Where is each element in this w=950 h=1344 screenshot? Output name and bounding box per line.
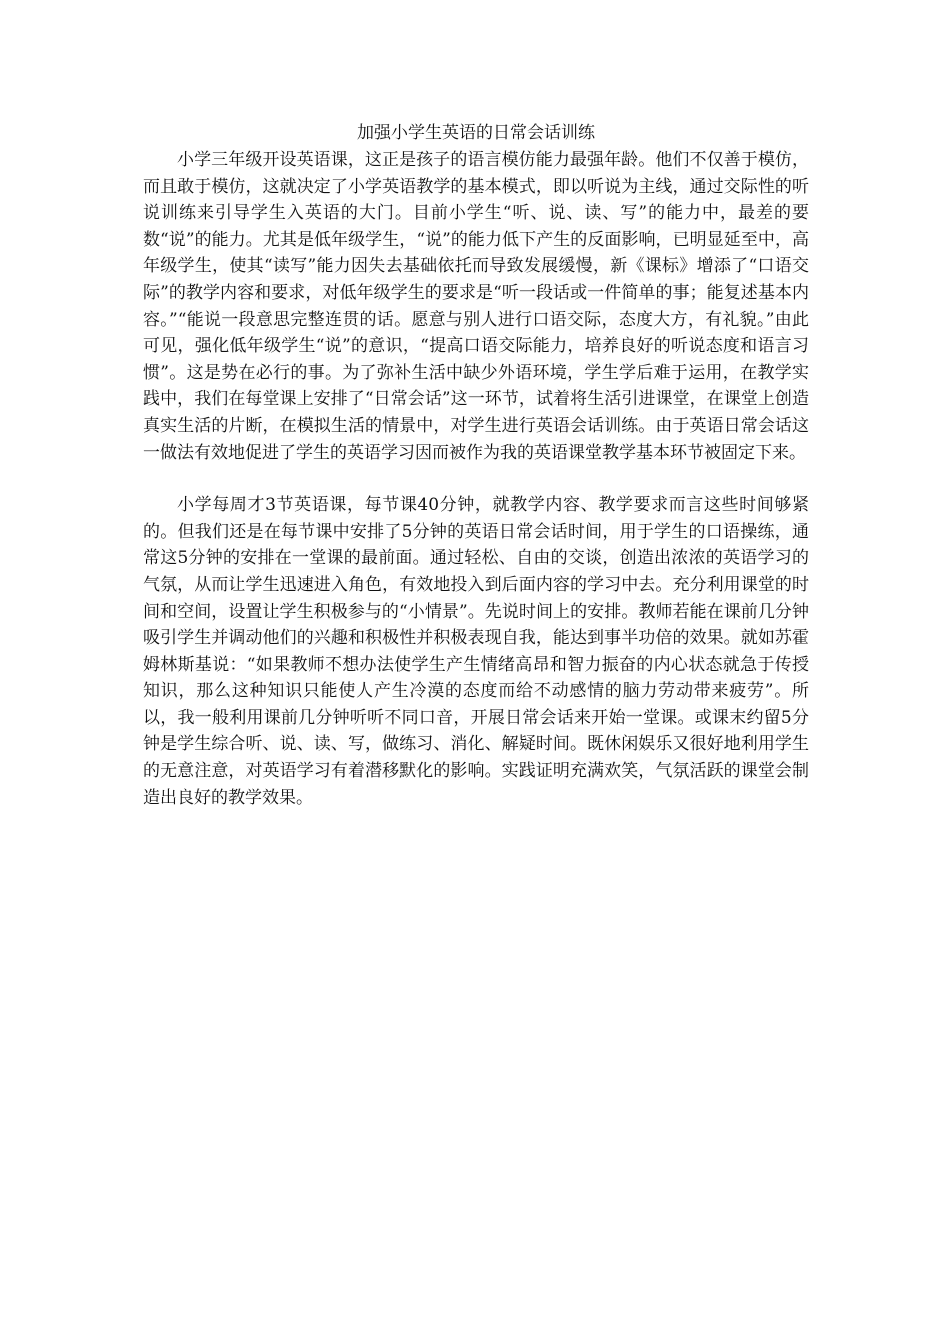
paragraph-1: 小学三年级开设英语课，这正是孩子的语言模仿能力最强年龄。他们不仅善于模仿，而且敢于模仿，这就决定了小学英语教学的基本模式，即以听说为主线，通过交际性的听说训练来引导学生入英语的大门。目前小学生“听、说、读、写”的能力中，最差的要数“说”的能力。尤其是低年级学生，“说”的能力低下产生的反面影响，已明显延至中，高年级学生，使其“读写”能力因失去基础依托而导致发展缓慢，新《课标》增添了“口语交际”的教学内容和要求，对低年级学生的要求是“听一段话或一件简单的事；能复述基本内容。”“能说一段意思完整连贯的话。愿意与别人进行口语交际，态度大方，有礼貌。”由此可见，强化低年级学生“说”的意识，“提高口语交际能力，培养良好的听说态度和语言习惯”。这是势在必行的事。为了弥补生活中缺少外语环境，学生学后难于运用，在教学实践中，我们在每堂课上安排了“日常会话”这一环节，试着将生活引进课堂，在课堂上创造真实生活的片断，在模拟生活的情景中，对学生进行英语会话训练。由于英语日常会话这一做法有效地促进了学生的英语学习因而被作为我的英语课堂教学基本环节被固定下来。: [143, 150, 809, 463]
paragraph-spacer: [143, 466, 809, 492]
document-title: 加强小学生英语的日常会话训练: [357, 123, 595, 143]
paragraph-2: 小学每周才3节英语课，每节课40分钟，就教学内容、教学要求而言这些时间够紧的。但我们还是在每节课中安排了5分钟的英语日常会话时间，用于学生的口语操练，通常这5分钟的安排在一堂课的最前面。通过轻松、自由的交谈，创造出浓浓的英语学习的气氛，从而让学生迅速进入角色，有效地投入到后面内容的学习中去。充分利用课堂的时间和空间，设置让学生积极参与的“小情景”。先说时间上的安排。教师若能在课前几分钟吸引学生并调动他们的兴趣和积极性并积极表现自我，能达到事半功倍的效果。就如苏霍姆林斯基说：“如果教师不想办法使学生产生情绪高昂和智力振奋的内心状态就急于传授知识，那么这种知识只能使人产生冷漠的态度而给不动感情的脑力劳动带来疲劳”。所以，我一般利用课前几分钟听听不同口音，开展日常会话来开始一堂课。或课末约留5分钟是学生综合听、说、读、写，做练习、消化、解疑时间。既休闲娱乐又很好地利用学生的无意注意，对英语学习有着潜移默化的影响。实践证明充满欢笑，气氛活跃的课堂会制造出良好的教学效果。: [143, 495, 809, 808]
document-body: [143, 120, 809, 811]
